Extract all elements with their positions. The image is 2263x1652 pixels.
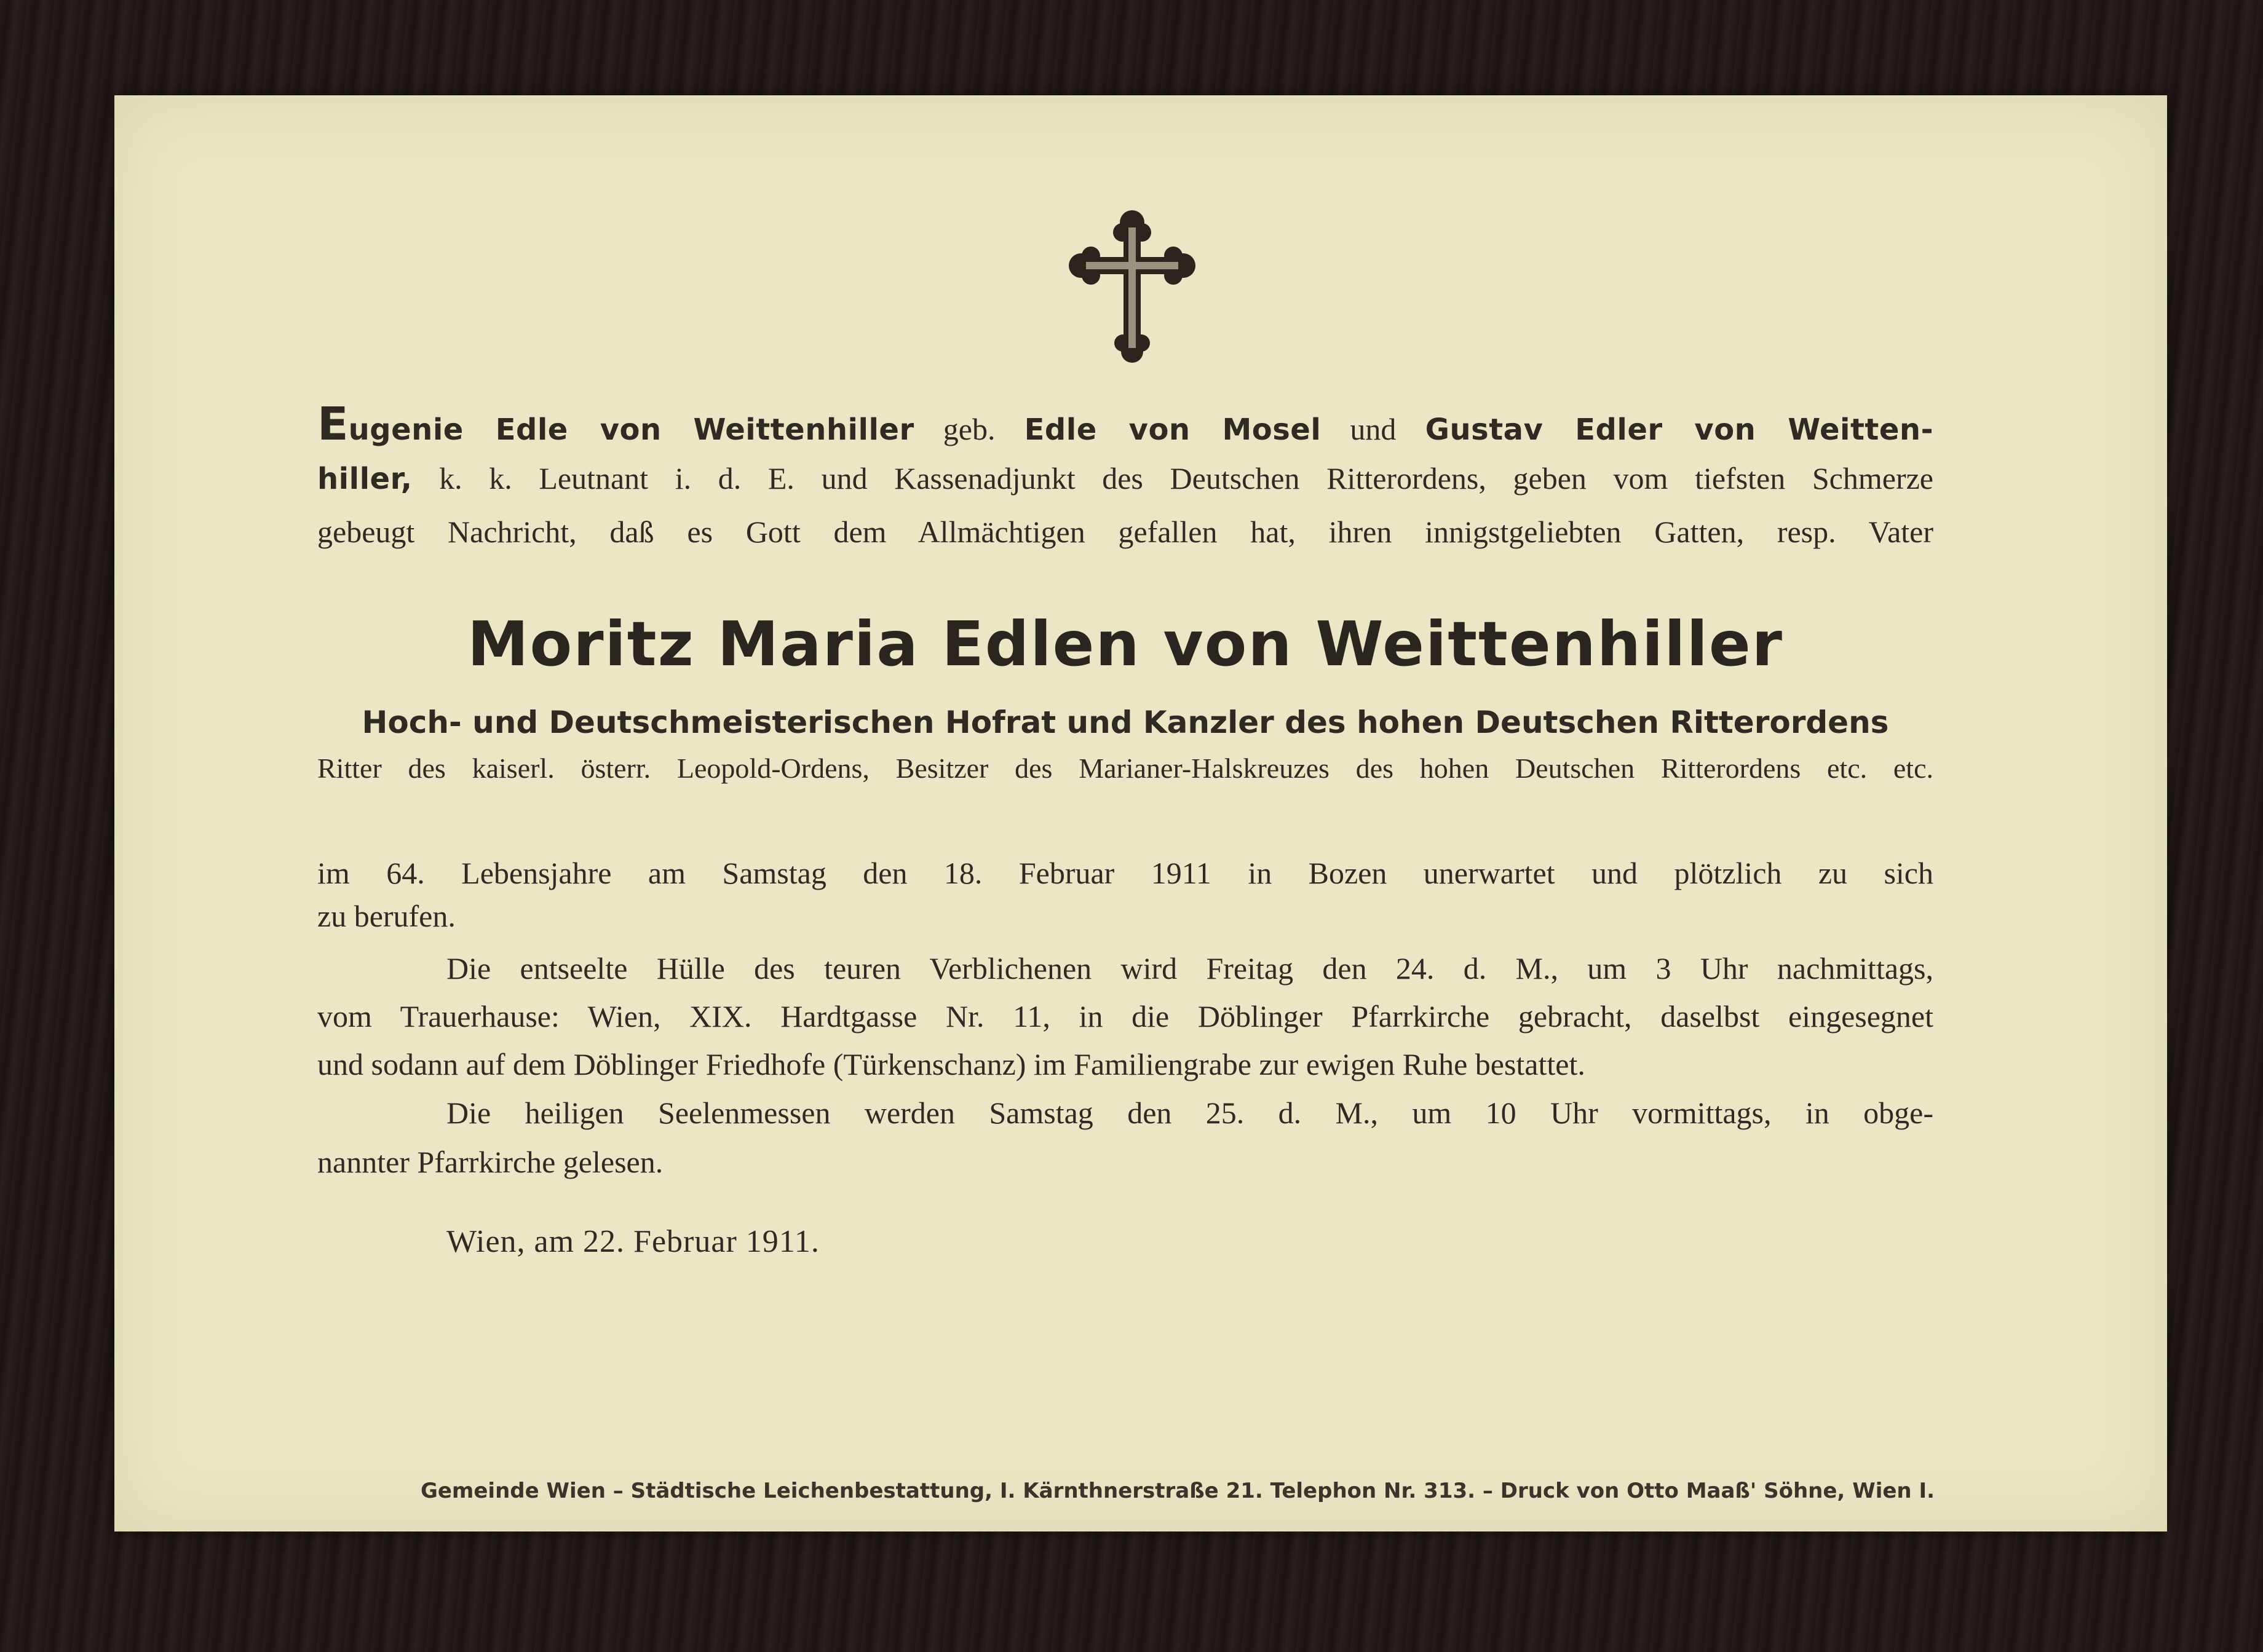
son-name-end: hiller, — [317, 462, 413, 496]
maiden-name: Edle von Mosel — [1024, 413, 1322, 447]
body-line-7: nannter Pfarrkirche gelesen. — [317, 1145, 664, 1179]
deceased-title: Hoch- und Deutschmeisterischen Hofrat und Kanzler des hohen Deutschen Ritterordens — [362, 705, 1889, 740]
body-line-2: zu berufen. — [317, 899, 456, 933]
mother-name: ugenie Edle von Weittenhiller — [348, 413, 914, 447]
body-line-5: und sodann auf dem Döblinger Friedhofe (Türkenschanz) im Familiengrabe zur ewigen Ruhe bestattet. — [317, 1047, 1585, 1081]
cross-icon — [1068, 209, 1197, 363]
intro-line-3: gebeugt Nachricht, daß es Gott dem Allmächtigen gefallen hat, ihren innigstgeliebten Gatten, resp. Vater — [317, 515, 1933, 549]
body-line-6: Die heiligen Seelenmessen werden Samstag den 25. d. M., um 10 Uhr vormittags, in obge- — [446, 1096, 1933, 1130]
body-line-3: Die entseelte Hülle des teuren Verblichenen wird Freitag den 24. d. M., um 3 Uhr nachmittags, — [446, 951, 1933, 986]
printer-footer: Gemeinde Wien – Städtische Leichenbestattung, I. Kärnthnerstraße 21. Telephon Nr. 313. – Druck von Otto Maaß' Söhne, Wien I. — [420, 1479, 1935, 1503]
intro-line-2: hiller, k. k. Leutnant i. d. E. und Kassenadjunkt des Deutschen Ritterordens, geben vom tiefsten Schmerze — [317, 461, 1933, 496]
death-notice-card — [114, 95, 2167, 1531]
body-line-1: im 64. Lebensjahre am Samstag den 18. Februar 1911 in Bozen unerwartet und plötzlich zu sich — [317, 856, 1933, 890]
deceased-name: Moritz Maria Edlen von Weittenhiller — [467, 608, 1784, 680]
son-name: Gustav Edler von Weitten- — [1425, 413, 1933, 447]
intro-line-1: Eugenie Edle von Weittenhiller geb. Edle von Mosel und Gustav Edler von Weitten- — [317, 398, 1933, 451]
body-line-4: vom Trauerhause: Wien, XIX. Hardtgasse Nr. 11, in die Döblinger Pfarrkirche gebracht, daselbst eingesegnet — [317, 999, 1933, 1033]
deceased-orders: Ritter des kaiserl. österr. Leopold-Ordens, Besitzer des Marianer-Halskreuzes des hohen Deutschen Ritterordens etc. etc. — [317, 753, 1933, 784]
place-and-date: Wien, am 22. Februar 1911. — [446, 1224, 820, 1259]
initial-capital: E — [317, 398, 349, 451]
